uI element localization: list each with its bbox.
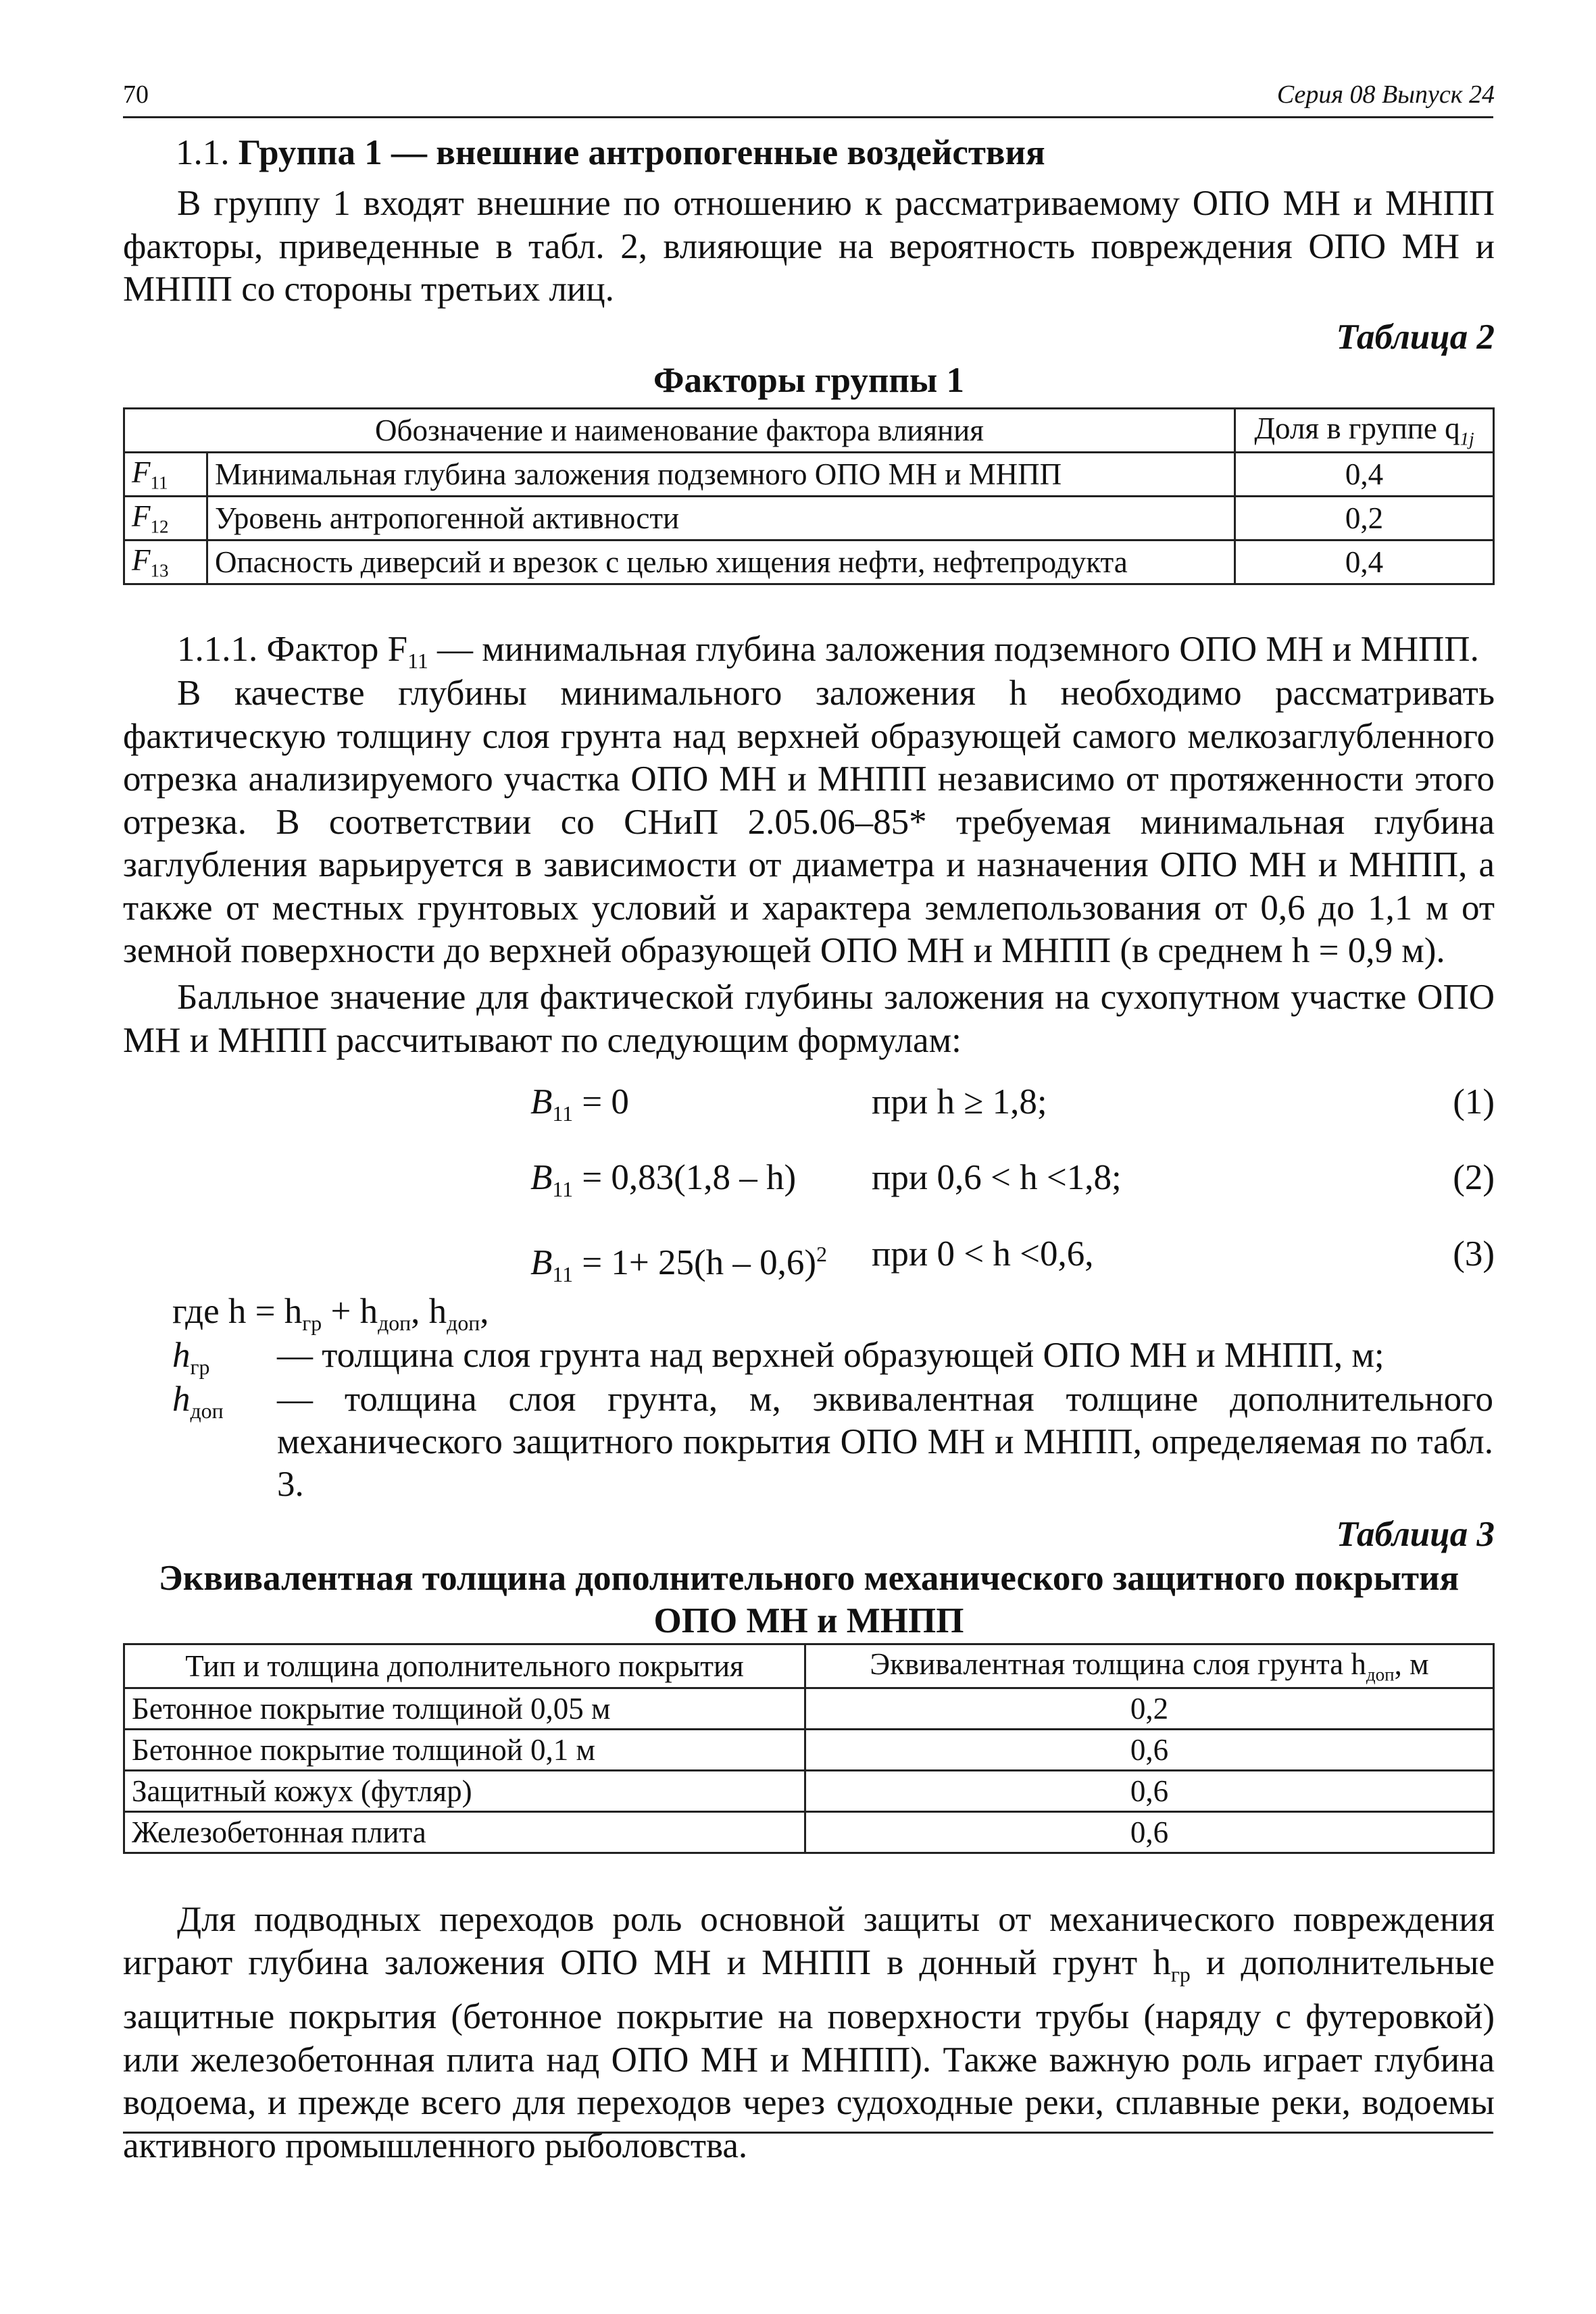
coating-type: Бетонное покрытие толщиной 0,1 м: [124, 1730, 805, 1771]
factor-share: 0,4: [1235, 540, 1494, 584]
table3-title-line2: ОПО МН и МНПП: [653, 1601, 964, 1640]
def-hgr-symbol: $h_{гр}$: [172, 1336, 210, 1380]
header-rule: [123, 116, 1493, 118]
coating-value: 0,6: [805, 1771, 1494, 1812]
table2-header-share: Доля в группе $q_{1j}$: [1235, 409, 1494, 453]
table-row: [124, 1730, 1494, 1771]
where-line: где $h = h_{гр} + h_{доп}$, $h_{доп}$,: [172, 1292, 489, 1336]
table3-header-eq: Эквивалентная толщина слоя грунта $h_{доп}$, м: [805, 1644, 1494, 1688]
factor-name: Минимальная глубина заложения подземного ОПО МН и МНПП: [207, 453, 1235, 497]
factor-symbol: $F_{11}$: [124, 453, 207, 497]
coating-value: 0,2: [805, 1688, 1494, 1730]
table-row: [124, 1812, 1494, 1853]
def-hdop-symbol: $h_{доп}$: [172, 1380, 224, 1424]
table-row: [124, 1771, 1494, 1812]
table-row: [124, 540, 1494, 584]
factor-share: 0,4: [1235, 453, 1494, 497]
intro-paragraph: В группу 1 входят внешние по отношению к рассматриваемому ОПО МН и МНПП факторы, приведенные в табл. 2, влияющие на вероятность повреждения ОПО МН и МНПП со стороны третьих лиц.: [123, 184, 1495, 309]
formula-3-number: (3): [1453, 1234, 1495, 1274]
formula-2-lhs: $B_{11} = 0,83(1,8 - h)$: [530, 1158, 797, 1202]
formula-1-cond: при h ≥ 1,8;: [872, 1082, 1047, 1122]
closing-paragraph: Для подводных переходов роль основной защиты от механического повреждения играют глубина заложения ОПО МН и МНПП в донный грунт $h_{гр}$ и дополнительные защитные покрытия (бетонное покрытие на поверхности трубы (наряду с футеровкой) или железобетонная плита над ОПО МН и МНПП). Также важную роль играет глубина водоема, и прежде всего для переходов через судоходные реки, сплавные реки, водоемы активного промышленного рыболовства.: [123, 1900, 1495, 2165]
table3-title-line1: Эквивалентная толщина дополнительного механического защитного покрытия: [158, 1559, 1460, 1598]
def-hdop-text: — толщина слоя грунта, м, эквивалентная толщине дополнительного механического защитного покрытия ОПО МН и МНПП, определяемая по табл. 3.: [277, 1380, 1493, 1504]
table-row: [124, 1688, 1494, 1730]
table2: [123, 407, 1495, 585]
table2-label: Таблица 2: [1336, 318, 1495, 357]
page-number: 70: [123, 80, 149, 109]
formula-3-cond: при 0 < h <0,6,: [872, 1234, 1094, 1274]
coating-type: Железобетонная плита: [124, 1812, 805, 1853]
coating-value: 0,6: [805, 1730, 1494, 1771]
table3-label: Таблица 3: [1336, 1515, 1495, 1554]
formula-2-cond: при 0,6 < h <1,8;: [872, 1158, 1122, 1197]
table-row: [124, 497, 1494, 540]
section-heading: 1.1. Группа 1 — внешние антропогенные воздействия: [176, 133, 1045, 172]
def-hgr-text: — толщина слоя грунта над верхней образующей ОПО МН и МНПП, м;: [277, 1336, 1385, 1375]
formula-1-number: (1): [1453, 1082, 1495, 1122]
factor-symbol: $F_{13}$: [124, 540, 207, 584]
coating-type: Бетонное покрытие толщиной 0,05 м: [124, 1688, 805, 1730]
table2-title: Факторы группы 1: [653, 361, 965, 400]
factor-paragraph-2: Балльное значение для фактической глубины заложения на сухопутном участке ОПО МН и МНПП рассчитывают по следующим формулам:: [123, 978, 1495, 1060]
factor-paragraph-1: В качестве глубины минимального заложения h необходимо рассматривать фактическую толщину слоя грунта над верхней образующей самого мелкозаглубленного отрезка анализируемого участка ОПО МН и МНПП независимо от протяженности этого отрезка. В соответствии со СНиП 2.05.06–85* требуемая минимальная глубина заглубления варьируется в зависимости от диаметра и назначения ОПО МН и МНПП, а также от местных грунтовых условий и характера землепользования от 0,6 до 1,1 м от земной поверхности до верхней образующей ОПО МН и МНПП (в среднем h = 0,9 м).: [123, 674, 1495, 970]
factor-share: 0,2: [1235, 497, 1494, 540]
table2-header-name: Обозначение и наименование фактора влияния: [124, 409, 1235, 453]
formula-3-lhs: $B_{11} = 1+ 25(h - 0,6)^2$: [530, 1242, 827, 1287]
series-label: Серия 08 Выпуск 24: [1276, 80, 1495, 109]
formula-2-number: (2): [1453, 1158, 1495, 1197]
factor-name: Опасность диверсий и врезок с целью хищения нефти, нефтепродукта: [207, 540, 1235, 584]
coating-value: 0,6: [805, 1812, 1494, 1853]
table3: [123, 1643, 1495, 1854]
formula-1-lhs: $B_{11} = 0$: [530, 1082, 629, 1126]
factor-lead: 1.1.1. Фактор $F_{11}$ — минимальная глубина заложения подземного ОПО МН и МНПП.: [177, 630, 1479, 674]
factor-name: Уровень антропогенной активности: [207, 497, 1235, 540]
footer-rule: [123, 2132, 1493, 2134]
factor-symbol: $F_{12}$: [124, 497, 207, 540]
table-row: [124, 453, 1494, 497]
table3-header-type: Тип и толщина дополнительного покрытия: [124, 1644, 805, 1688]
coating-type: Защитный кожух (футляр): [124, 1771, 805, 1812]
